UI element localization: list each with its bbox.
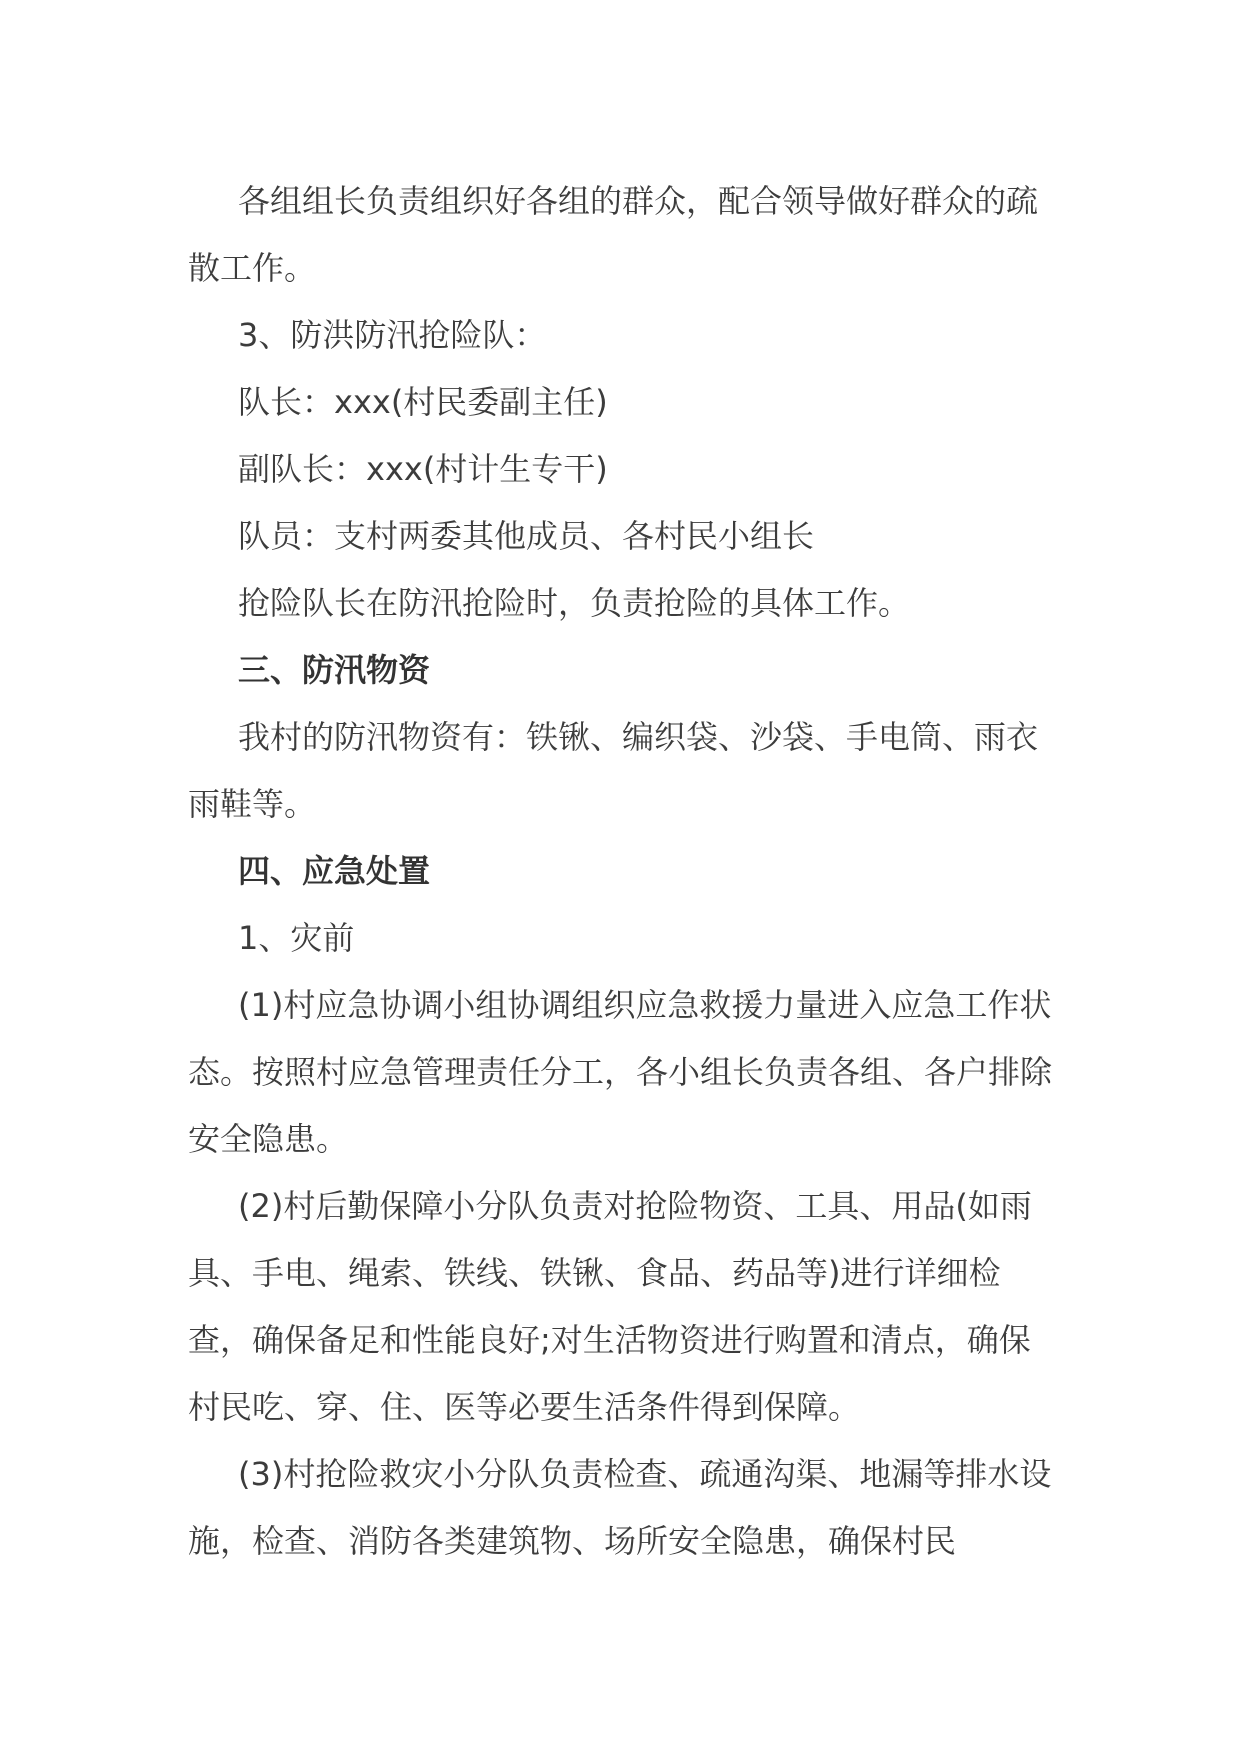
section-heading-supplies: 三、防汛物资 — [238, 651, 431, 689]
paragraph-team-members: 队员：支村两委其他成员、各村民小组长 — [238, 517, 815, 555]
paragraph-item-1: (1)村应急协调小组协调组织应急救援力量进入应急工作状态。按照村应急管理责任分工，各小组长负责各组、各户排除安全隐患。 — [188, 986, 1053, 1158]
paragraph-supplies-list: 我村的防汛物资有：铁锹、编织袋、沙袋、手电筒、雨衣雨鞋等。 — [188, 718, 1039, 823]
paragraph-group-leaders: 各组组长负责组织好各组的群众，配合领导做好群众的疏散工作。 — [188, 182, 1039, 287]
paragraph-deputy-leader: 副队长：xxx(村计生专干) — [238, 450, 608, 488]
paragraph-rescue-team-title: 3、防洪防汛抢险队： — [238, 316, 547, 354]
document-body — [188, 168, 1058, 1575]
paragraph-leader-duty: 抢险队长在防汛抢险时，负责抢险的具体工作。 — [238, 584, 911, 622]
paragraph-before-disaster: 1、灾前 — [238, 919, 355, 957]
paragraph-team-leader: 队长：xxx(村民委副主任) — [238, 383, 608, 421]
paragraph-item-3: (3)村抢险救灾小分队负责检查、疏通沟渠、地漏等排水设施，检查、消防各类建筑物、场所安全隐患，确保村民 — [188, 1455, 1052, 1560]
paragraph-item-2: (2)村后勤保障小分队负责对抢险物资、工具、用品(如雨具、手电、绳索、铁线、铁锹、食品、药品等)进行详细检查，确保备足和性能良好;对生活物资进行购置和清点，确保村民吃、穿、住、医等必要生活条件得到保障。 — [188, 1187, 1032, 1426]
section-heading-emergency: 四、应急处置 — [238, 852, 431, 890]
